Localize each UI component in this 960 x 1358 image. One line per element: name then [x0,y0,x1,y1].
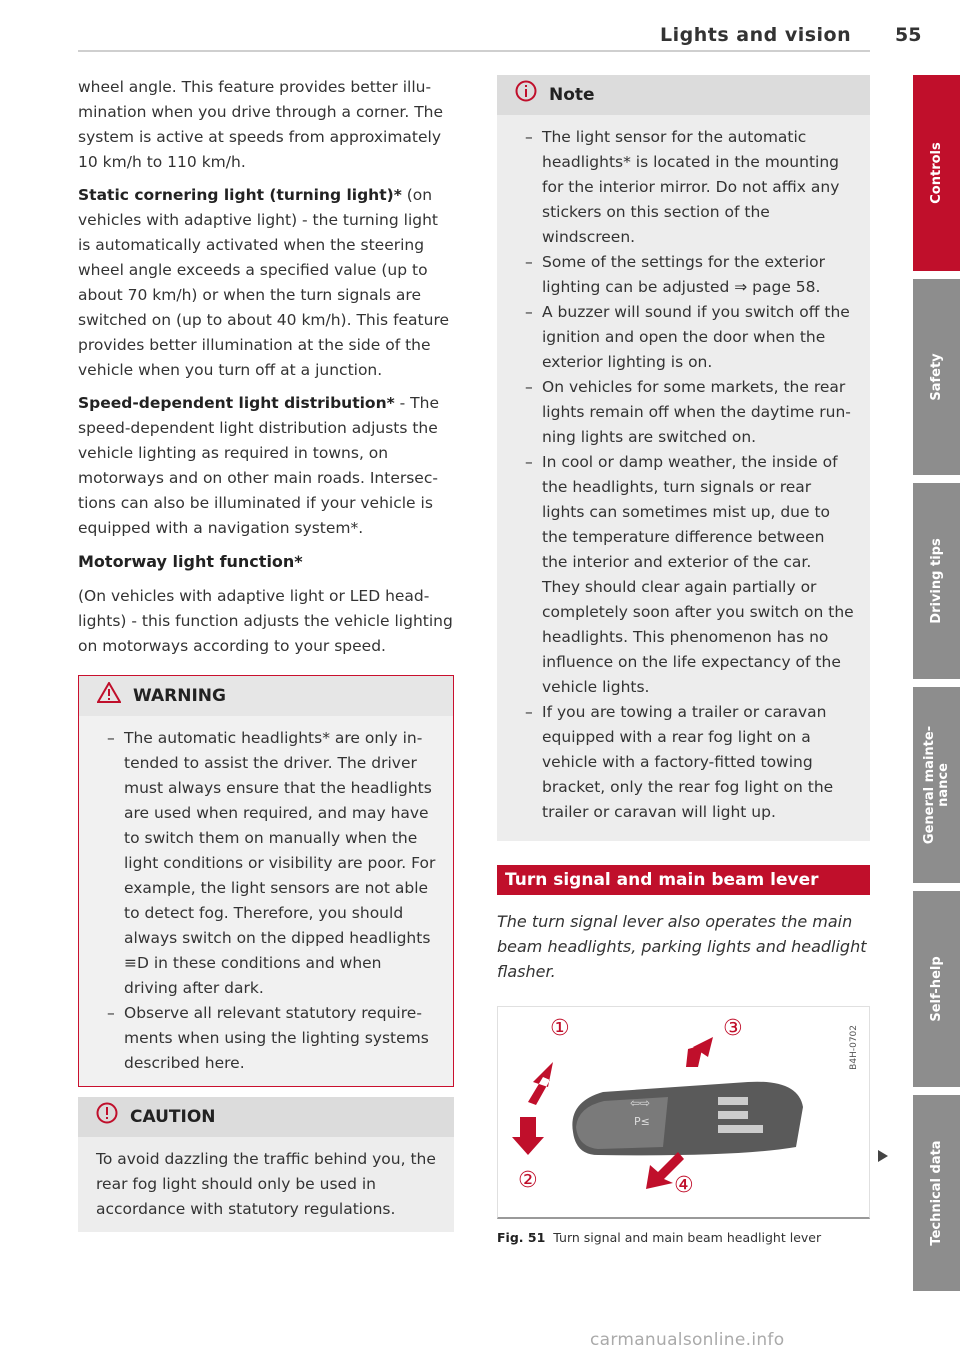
callout-1: ① [550,1016,570,1041]
note-item: – If you are towing a trailer or caravan equipped with a rear fog light on a vehicle with a factory-fitted towing bracket, only the rear fog light on the trailer or caravan will light up. [515,700,854,825]
speed-dependent-paragraph [78,391,454,541]
speed-dependent-title: Speed-dependent light distribution* [78,394,395,412]
note-box [497,75,870,841]
light-switch-symbol [718,1097,748,1105]
tab-general-maintenance[interactable]: General mainte- nance [913,687,960,883]
figure-caption-text: Turn signal and main beam headlight lever [553,1230,822,1245]
warning-item: – Observe all relevant statutory requirements when using the lighting systems described here. [97,1001,437,1076]
light-switch-symbol [718,1125,763,1133]
header-rule [78,50,870,52]
tab-self-help[interactable]: Self-help [913,891,960,1087]
note-item: – On vehicles for some markets, the rear lights remain off when the daytime running lights are switched on. [515,375,854,450]
warning-box [78,675,454,1087]
figure-caption [497,1225,870,1250]
page-number: 55 [895,24,922,46]
tab-controls[interactable]: Controls [913,75,960,271]
lever-illustration [498,1007,869,1215]
static-cornering-text: (on vehicles with adaptive light) - the turning light is automatically activated when the steering wheel angle exceeds a specified value (up to about 70 km/h) or when the turn signals are switched on (up to about 40 km/h). This feature provides better illumination at the side of the vehicle when you turn off at a junction. [78,186,450,379]
note-item: – A buzzer will sound if you switch off the ignition and open the door when the exterior lighting is on. [515,300,854,375]
running-header-title: Lights and vision [660,24,852,46]
lever-turn-symbol: ⇦⇨ [630,1096,651,1110]
intro-paragraph: wheel angle. This feature provides better illumination when you drive through a corner. The system is active at speeds from approximately 10 km/h to 110 km/h. [78,78,444,171]
continue-arrow-icon [878,1150,888,1162]
figure-code: B4H-0702 [849,1025,859,1070]
tab-driving-tips[interactable]: Driving tips [913,483,960,679]
motorway-heading: Motorway light function* [78,552,303,571]
warning-item: – The automatic headlights* are only intended to assist the driver. The driver must always ensure that the headlights are used when required, and may have to switch them on manually when the light conditions or visibility are poor. For example, the light sensors are not able to detect fog. Therefore, you should always switch on the dipped headlights ≡D in these conditions and when driving after dark. [97,726,437,1001]
note-item: – Some of the settings for the exterior lighting can be adjusted ⇒ page 58. [515,250,854,300]
tab-technical-data[interactable]: Technical data [913,1095,960,1291]
light-switch-symbol [718,1111,748,1119]
lever-parking-symbol: P≤ [634,1115,650,1128]
callout-2: ② [518,1168,538,1193]
caution-box [78,1097,454,1232]
callout-4: ④ [674,1173,694,1198]
warning-list [97,726,437,1076]
section-title-bar: Turn signal and main beam lever [497,865,870,895]
speed-dependent-text: - The speed-dependent light distribution adjusts the vehicle lighting as required in towns, on motorways and on other main roads. Intersections can also be illuminated if your vehicle is equipped with a navigation system*. [78,394,439,537]
caution-text: To avoid dazzling the traffic behind you, the rear fog light should only be used in accordance with statutory regulations. [96,1150,436,1218]
note-title: Note [549,84,595,105]
caution-circle-icon [96,1102,118,1132]
caution-header [78,1097,454,1137]
tab-safety[interactable]: Safety [913,279,960,475]
info-icon [515,80,537,110]
right-column [497,75,870,1250]
chapter-tabs [913,75,960,1299]
left-column [78,75,454,1232]
note-item: – In cool or damp weather, the inside of the headlights, turn signals or rear lights can sometimes mist up, due to the temperature difference between the interior and exterior of the car. They should clear again partially or completely soon after you switch on the headlights. This phenomenon has no influence on the life expectancy of the vehicle lights. [515,450,854,700]
motorway-paragraph: (On vehicles with adaptive light or LED headlights) - this function adjusts the vehicle lighting on motorways according to your speed. [78,587,453,655]
lever-figure [497,1006,870,1219]
arrow-up-1 [528,1062,553,1105]
arrow-down-2 [512,1117,544,1155]
warning-triangle-icon [97,682,121,711]
note-item: – The light sensor for the automatic headlights* is located in the mounting for the interior mirror. Do not affix any stickers on this section of the windscreen. [515,125,854,250]
arrow-up-3 [686,1037,713,1067]
note-list [515,125,854,825]
static-cornering-paragraph [78,183,454,383]
warning-title: WARNING [133,685,226,706]
section-intro: The turn signal lever also operates the main beam headlights, parking lights and headlight flasher. [497,912,867,981]
warning-header [79,676,453,716]
watermark: carmanualsonline.info [590,1330,785,1350]
figure-label: Fig. 51 [497,1230,546,1245]
callout-3: ③ [723,1016,743,1041]
caution-title: CAUTION [130,1106,216,1127]
note-header [497,75,870,115]
static-cornering-title: Static cornering light (turning light)* [78,186,402,204]
